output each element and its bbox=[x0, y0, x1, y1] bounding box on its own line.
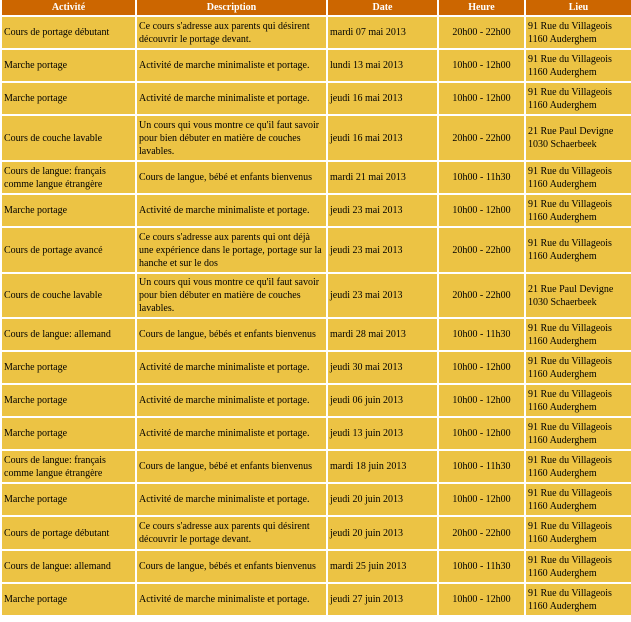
date-cell: jeudi 16 mai 2013 bbox=[328, 83, 437, 114]
activite-cell: Cours de portage débutant bbox=[2, 517, 135, 549]
heure-cell: 10h00 - 11h30 bbox=[439, 162, 524, 193]
activite-cell: Cours de portage avancé bbox=[2, 228, 135, 272]
date-cell: mardi 25 juin 2013 bbox=[328, 551, 437, 582]
lieu-city: 1160 Auderghem bbox=[528, 335, 597, 347]
lieu-street: 91 Rue du Villageois bbox=[528, 587, 612, 599]
activite-cell: Cours de portage débutant bbox=[2, 17, 135, 48]
heure-cell: 10h00 - 11h30 bbox=[439, 319, 524, 350]
lieu-street: 91 Rue du Villageois bbox=[528, 165, 612, 177]
activite-cell: Marche portage bbox=[2, 352, 135, 383]
date-cell: mardi 28 mai 2013 bbox=[328, 319, 437, 350]
table-row bbox=[2, 517, 631, 549]
lieu-street: 21 Rue Paul Devigne bbox=[528, 283, 614, 295]
table-row bbox=[2, 116, 631, 160]
header-row bbox=[2, 0, 631, 15]
lieu-cell bbox=[526, 116, 631, 160]
lieu-city: 1160 Auderghem bbox=[528, 99, 597, 111]
table-row bbox=[2, 385, 631, 416]
lieu-cell bbox=[526, 319, 631, 350]
description-cell: Activité de marche minimaliste et portage. bbox=[137, 484, 326, 515]
date-cell: jeudi 23 mai 2013 bbox=[328, 228, 437, 272]
table-row bbox=[2, 352, 631, 383]
lieu-cell bbox=[526, 484, 631, 515]
date-cell: jeudi 27 juin 2013 bbox=[328, 584, 437, 615]
description-cell: Ce cours s'adresse aux parents qui désirent découvrir le portage devant. bbox=[137, 17, 326, 48]
date-cell: lundi 13 mai 2013 bbox=[328, 50, 437, 81]
description-cell: Activité de marche minimaliste et portage. bbox=[137, 418, 326, 449]
date-cell: jeudi 23 mai 2013 bbox=[328, 195, 437, 226]
lieu-street: 91 Rue du Villageois bbox=[528, 554, 612, 566]
table-row bbox=[2, 551, 631, 582]
date-cell: jeudi 20 juin 2013 bbox=[328, 517, 437, 549]
description-cell: Cours de langue, bébé et enfants bienvenus bbox=[137, 162, 326, 193]
lieu-city: 1160 Auderghem bbox=[528, 434, 597, 446]
lieu-city: 1160 Auderghem bbox=[528, 211, 597, 223]
lieu-city: 1160 Auderghem bbox=[528, 600, 597, 612]
table-row bbox=[2, 451, 631, 482]
lieu-cell bbox=[526, 274, 631, 317]
table-row bbox=[2, 584, 631, 615]
table-row bbox=[2, 50, 631, 81]
lieu-cell bbox=[526, 228, 631, 272]
activite-cell: Marche portage bbox=[2, 584, 135, 615]
date-cell: jeudi 06 juin 2013 bbox=[328, 385, 437, 416]
header-heure: Heure bbox=[439, 0, 524, 15]
lieu-cell bbox=[526, 195, 631, 226]
date-cell: mardi 07 mai 2013 bbox=[328, 17, 437, 48]
activite-cell: Cours de langue: français comme langue étrangère bbox=[2, 162, 135, 193]
lieu-street: 91 Rue du Villageois bbox=[528, 86, 612, 98]
lieu-city: 1160 Auderghem bbox=[528, 178, 597, 190]
heure-cell: 10h00 - 12h00 bbox=[439, 50, 524, 81]
lieu-street: 21 Rue Paul Devigne bbox=[528, 126, 614, 137]
table-row bbox=[2, 17, 631, 48]
table-row bbox=[2, 83, 631, 114]
date-cell: jeudi 20 juin 2013 bbox=[328, 484, 437, 515]
activite-cell: Cours de couche lavable bbox=[2, 274, 135, 317]
description-cell: Activité de marche minimaliste et portage. bbox=[137, 50, 326, 81]
heure-cell: 10h00 - 12h00 bbox=[439, 418, 524, 449]
activite-cell: Marche portage bbox=[2, 83, 135, 114]
date-cell: jeudi 16 mai 2013 bbox=[328, 116, 437, 160]
lieu-city: 1160 Auderghem bbox=[528, 401, 597, 413]
date-cell: jeudi 30 mai 2013 bbox=[328, 352, 437, 383]
lieu-city: 1160 Auderghem bbox=[528, 534, 597, 545]
activite-cell: Marche portage bbox=[2, 195, 135, 226]
description-cell: Activité de marche minimaliste et portage. bbox=[137, 352, 326, 383]
description-cell: Ce cours s'adresse aux parents qui désirent découvrir le portage devant. bbox=[137, 517, 326, 549]
lieu-cell bbox=[526, 451, 631, 482]
activite-cell: Marche portage bbox=[2, 484, 135, 515]
heure-cell: 10h00 - 12h00 bbox=[439, 484, 524, 515]
lieu-city: 1030 Schaerbeek bbox=[528, 296, 597, 308]
date-cell: mardi 18 juin 2013 bbox=[328, 451, 437, 482]
description-cell: Activité de marche minimaliste et portage. bbox=[137, 83, 326, 114]
description-cell: Cours de langue, bébés et enfants bienvenus bbox=[137, 319, 326, 350]
description-cell: Activité de marche minimaliste et portage. bbox=[137, 195, 326, 226]
header-description: Description bbox=[137, 0, 326, 15]
heure-cell: 20h00 - 22h00 bbox=[439, 116, 524, 160]
lieu-street: 91 Rue du Villageois bbox=[528, 355, 612, 367]
table-row bbox=[2, 418, 631, 449]
description-cell: Ce cours s'adresse aux parents qui ont déjà une expérience dans le portage, portage sur la hanche et sur le dos bbox=[137, 228, 326, 272]
lieu-street: 91 Rue du Villageois bbox=[528, 238, 612, 249]
lieu-city: 1160 Auderghem bbox=[528, 33, 597, 45]
table-row bbox=[2, 162, 631, 193]
activite-cell: Marche portage bbox=[2, 50, 135, 81]
lieu-city: 1160 Auderghem bbox=[528, 567, 597, 579]
description-cell: Activité de marche minimaliste et portage. bbox=[137, 584, 326, 615]
description-cell: Un cours qui vous montre ce qu'il faut savoir pour bien débuter en matière de couches lavables. bbox=[137, 274, 326, 317]
lieu-cell bbox=[526, 17, 631, 48]
lieu-city: 1030 Schaerbeek bbox=[528, 139, 597, 150]
activite-cell: Cours de couche lavable bbox=[2, 116, 135, 160]
lieu-cell bbox=[526, 162, 631, 193]
heure-cell: 20h00 - 22h00 bbox=[439, 274, 524, 317]
heure-cell: 20h00 - 22h00 bbox=[439, 17, 524, 48]
lieu-city: 1160 Auderghem bbox=[528, 368, 597, 380]
lieu-city: 1160 Auderghem bbox=[528, 251, 597, 262]
table-row bbox=[2, 319, 631, 350]
lieu-street: 91 Rue du Villageois bbox=[528, 20, 612, 32]
lieu-street: 91 Rue du Villageois bbox=[528, 421, 612, 433]
lieu-city: 1160 Auderghem bbox=[528, 500, 597, 512]
lieu-city: 1160 Auderghem bbox=[528, 467, 597, 479]
heure-cell: 10h00 - 12h00 bbox=[439, 385, 524, 416]
table-row bbox=[2, 484, 631, 515]
heure-cell: 10h00 - 12h00 bbox=[439, 195, 524, 226]
description-cell: Un cours qui vous montre ce qu'il faut savoir pour bien débuter en matière de couches lavables. bbox=[137, 116, 326, 160]
heure-cell: 10h00 - 12h00 bbox=[439, 83, 524, 114]
lieu-street: 91 Rue du Villageois bbox=[528, 198, 612, 210]
description-cell: Activité de marche minimaliste et portage. bbox=[137, 385, 326, 416]
lieu-cell bbox=[526, 83, 631, 114]
date-cell: jeudi 13 juin 2013 bbox=[328, 418, 437, 449]
date-cell: mardi 21 mai 2013 bbox=[328, 162, 437, 193]
activite-cell: Cours de langue: français comme langue étrangère bbox=[2, 451, 135, 482]
lieu-street: 91 Rue du Villageois bbox=[528, 53, 612, 65]
lieu-cell bbox=[526, 385, 631, 416]
date-cell: jeudi 23 mai 2013 bbox=[328, 274, 437, 317]
table-row bbox=[2, 228, 631, 272]
lieu-city: 1160 Auderghem bbox=[528, 66, 597, 78]
activite-cell: Marche portage bbox=[2, 418, 135, 449]
header-lieu: Lieu bbox=[526, 0, 631, 15]
lieu-cell bbox=[526, 517, 631, 549]
lieu-cell bbox=[526, 50, 631, 81]
lieu-cell bbox=[526, 418, 631, 449]
table-row bbox=[2, 195, 631, 226]
header-date: Date bbox=[328, 0, 437, 15]
activite-cell: Cours de langue: allemand bbox=[2, 551, 135, 582]
activite-cell: Marche portage bbox=[2, 385, 135, 416]
lieu-street: 91 Rue du Villageois bbox=[528, 487, 612, 499]
heure-cell: 20h00 - 22h00 bbox=[439, 517, 524, 549]
lieu-street: 91 Rue du Villageois bbox=[528, 454, 612, 466]
lieu-street: 91 Rue du Villageois bbox=[528, 521, 612, 532]
activite-cell: Cours de langue: allemand bbox=[2, 319, 135, 350]
table-row bbox=[2, 274, 631, 317]
lieu-cell bbox=[526, 352, 631, 383]
heure-cell: 10h00 - 11h30 bbox=[439, 451, 524, 482]
description-cell: Cours de langue, bébé et enfants bienvenus bbox=[137, 451, 326, 482]
header-activite: Activité bbox=[2, 0, 135, 15]
heure-cell: 10h00 - 12h00 bbox=[439, 584, 524, 615]
heure-cell: 20h00 - 22h00 bbox=[439, 228, 524, 272]
heure-cell: 10h00 - 12h00 bbox=[439, 352, 524, 383]
lieu-street: 91 Rue du Villageois bbox=[528, 322, 612, 334]
lieu-cell bbox=[526, 551, 631, 582]
heure-cell: 10h00 - 11h30 bbox=[439, 551, 524, 582]
lieu-street: 91 Rue du Villageois bbox=[528, 388, 612, 400]
lieu-cell bbox=[526, 584, 631, 615]
description-cell: Cours de langue, bébés et enfants bienvenus bbox=[137, 551, 326, 582]
